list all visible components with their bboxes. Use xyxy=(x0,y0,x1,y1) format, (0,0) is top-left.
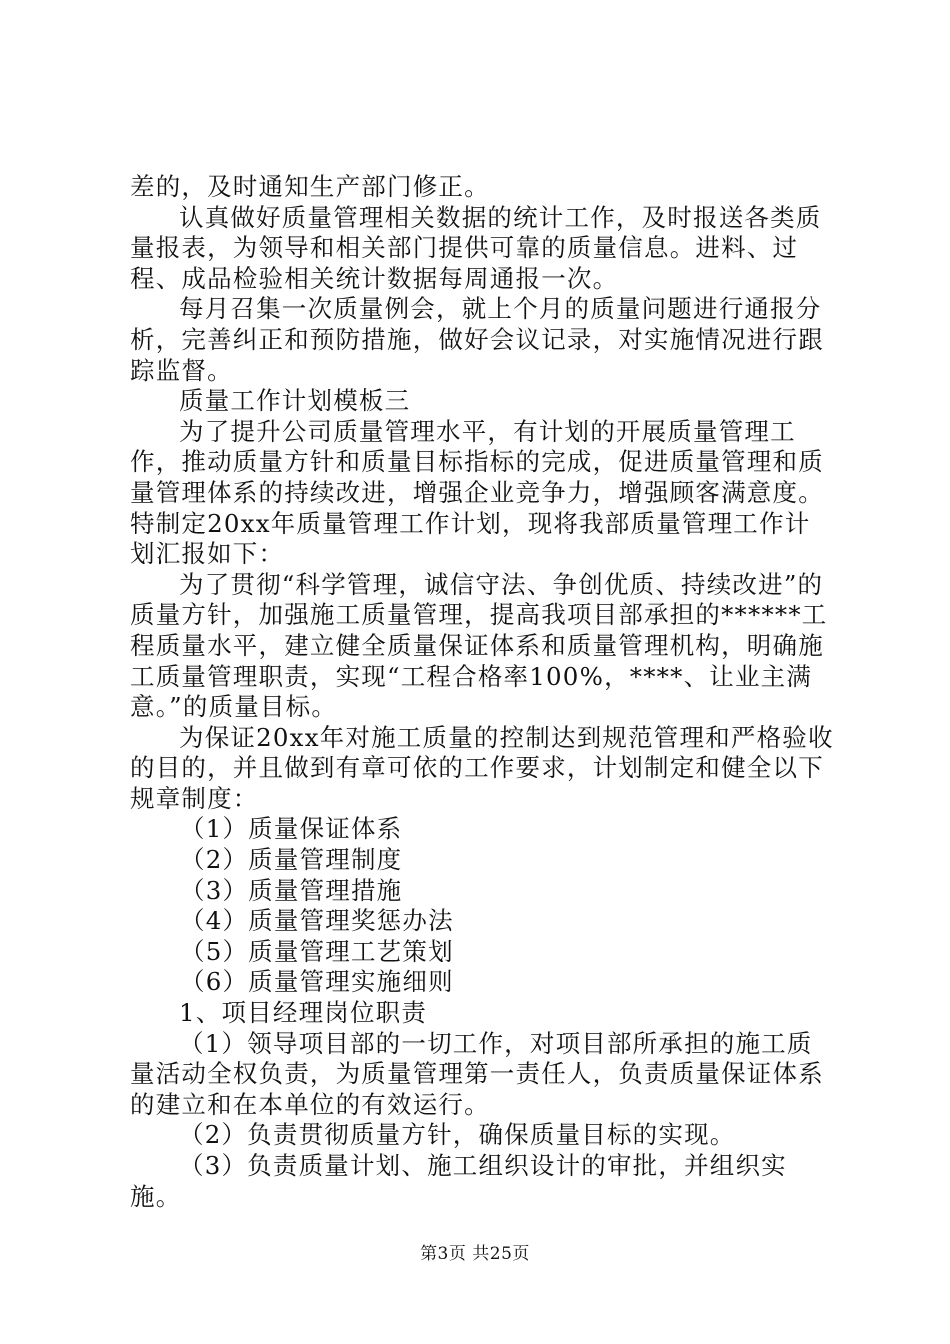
list-item: （2）质量管理制度 xyxy=(180,845,403,875)
section-heading: 1、项目经理岗位职责 xyxy=(179,998,428,1028)
list-item: （3）质量管理措施 xyxy=(180,875,403,905)
paragraph: 每月召集一次质量例会，就上个月的质量问题进行通报分析，完善纠正和预防措施，做好会议记录，对实施情况进行跟踪监督。 xyxy=(130,294,824,385)
document-body xyxy=(130,172,835,1212)
list-item: （4）质量管理奖惩办法 xyxy=(180,906,454,936)
paragraph: 为了贯彻“科学管理，诚信守法、争创优质、持续改进”的质量方针，加强施工质量管理，提高我项目部承担的******工程质量水平，建立健全质量保证体系和质量管理机构，明确施工质量管理职责，实现“工程合格率100%，****、让业主满意。”的质量目标。 xyxy=(130,569,828,722)
paragraph: （1）领导项目部的一切工作，对项目部所承担的施工质量活动全权负责，为质量管理第一责任人，负责质量保证体系的建立和在本单位的有效运行。 xyxy=(130,1028,824,1119)
paragraph: 为保证20xx年对施工质量的控制达到规范管理和严格验收的目的，并且做到有章可依的工作要求，计划制定和健全以下规章制度： xyxy=(130,722,834,813)
list-item: （6）质量管理实施细则 xyxy=(180,967,454,997)
page-number: 第3页 共25页 xyxy=(420,1244,530,1264)
paragraph: （3）负责质量计划、施工组织设计的审批，并组织实施。 xyxy=(130,1151,787,1211)
list-item: （1）质量保证体系 xyxy=(180,814,403,844)
page-footer xyxy=(0,1243,950,1265)
section-heading: 质量工作计划模板三 xyxy=(179,386,411,416)
paragraph: （2）负责贯彻质量方针，确保质量目标的实现。 xyxy=(179,1120,736,1150)
paragraph: 差的，及时通知生产部门修正。 xyxy=(130,172,490,201)
paragraph: 为了提升公司质量管理水平，有计划的开展质量管理工作，推动质量方针和质量目标指标的完成，促进质量管理和质量管理体系的持续改进，增强企业竞争力，增强顾客满意度。特制定20xx年质量管理工作计划，现将我部质量管理工作计划汇报如下： xyxy=(130,416,824,569)
paragraph: 认真做好质量管理相关数据的统计工作，及时报送各类质量报表，为领导和相关部门提供可靠的质量信息。进料、过程、成品检验相关统计数据每周通报一次。 xyxy=(130,202,822,293)
list-item: （5）质量管理工艺策划 xyxy=(180,936,454,966)
